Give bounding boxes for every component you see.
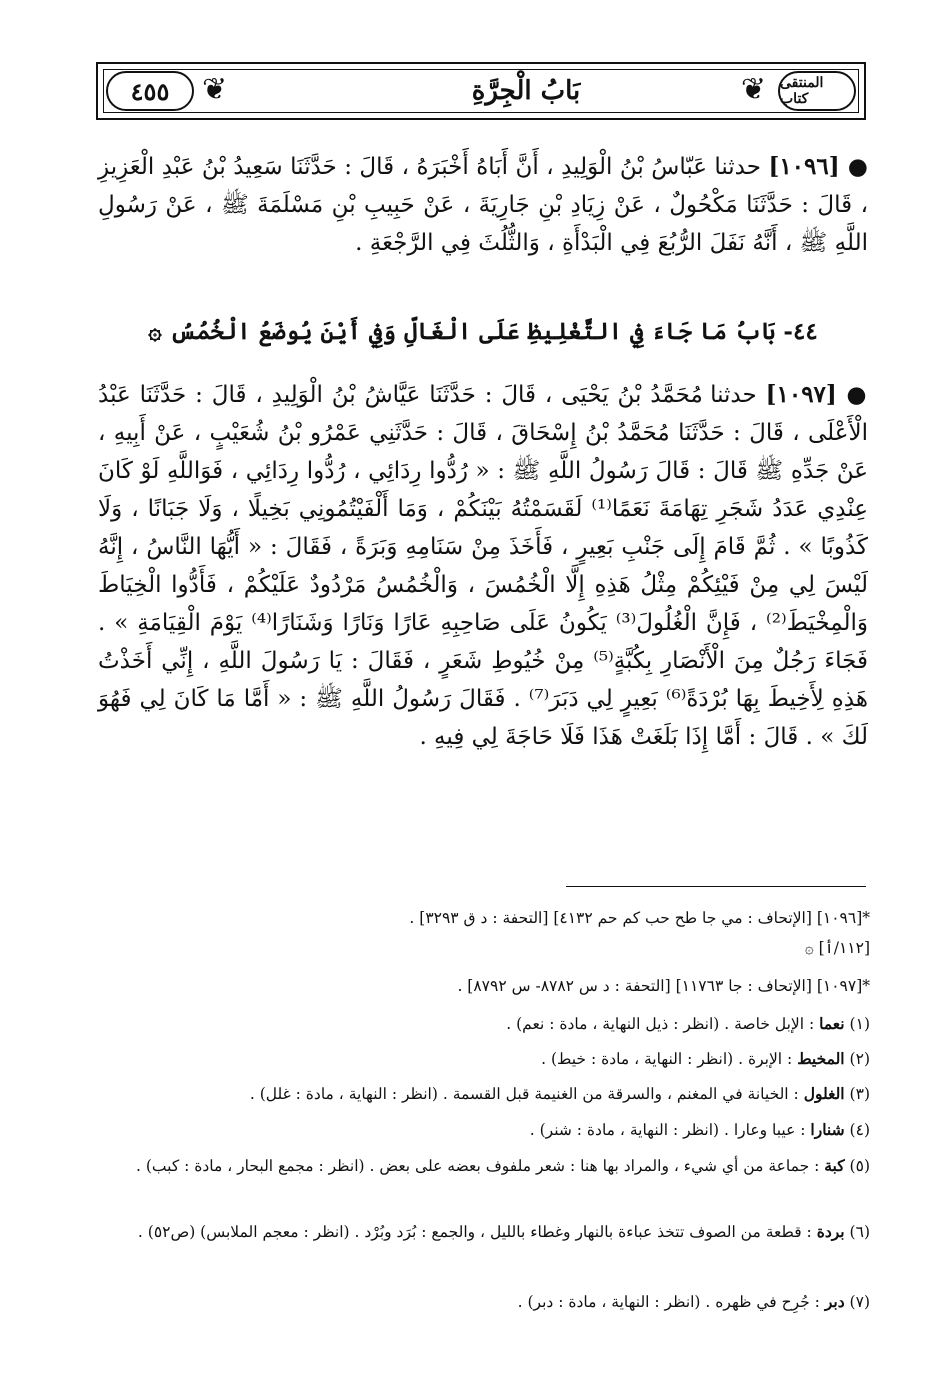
hadith-1097-number: [١٠٩٧] (765, 381, 837, 408)
footnote-2: (٢) المخيط : الإبرة . (انظر : النهاية ، مادة : خيط) . (541, 1049, 870, 1068)
footnote-7: (٧) دبر : جُرِح في ظهره . (انظر : النهاية ، مادة : دبر) . (517, 1292, 870, 1311)
footnote-6: (٦) بردة : قطعة من الصوف تتخذ عباءة بالنهار وغطاء بالليل ، والجمع : بُرَد وبُرْد . (انظر : معجم الملابس) (ص٥٢) . (137, 1222, 870, 1241)
hadith-1096-number: [١٠٩٦] (768, 153, 840, 180)
footnote-ref-1097: *[١٠٩٧] [الإتحاف : جا ١١٧٦٣] [التحفة : د س ٨٧٨٢- س ٨٧٩٢] . (457, 977, 870, 995)
chapter-heading: ٤٤- بَابُ مَا جَاءَ فِي التَّغْلِيظِ عَلَى الْغَالِّ وَفِي أَيْنَ يُوضَعُ الْخُمُسُ ۞ (148, 318, 818, 345)
footnote-ref-1096-folio: [١١٢/أ] ۞ (804, 939, 870, 957)
footnote-5: (٥) كبة : جماعة من أي شيء ، والمراد بها هنا : شعر ملفوف بعضه على بعض . (انظر : مجمع البحار ، مادة : كبب) . (136, 1156, 870, 1175)
chapter-title: بَابُ الْجِرَّةِ (471, 76, 581, 106)
hadith-1097 (98, 376, 868, 756)
hadith-1096-text: حدثنا عَبّاسُ بْنُ الْوَلِيدِ ، أَنَّ أَبَاهُ أَخْبَرَهُ ، قَالَ : حَدَّثَنَا سَعِيدُ بْنُ عَبْدِ الْعَزِيزِ ، قَالَ : حَدَّثَنَا مَكْحُولٌ ، عَنْ زِيَادِ بْنِ جَارِيَةَ ، عَنْ حَبِيبِ بْنِ مَسْلَمَةَ ﷺ ، عَنْ رَسُولِ اللَّهِ ﷺ ، أَنَّهُ نَفَلَ الرُّبُعَ فِي الْبَدْأَةِ ، وَالثُّلُثَ فِي الرَّجْعَةِ . (98, 154, 868, 256)
hadith-1097-text: حدثنا مُحَمَّدُ بْنُ يَحْيَى ، قَالَ : حَدَّثَنَا عَيَّاشُ بْنُ الْوَلِيدِ ، قَالَ : حَدَّثَنَا عَبْدُ الْأَعْلَى ، قَالَ : حَدَّثَنَا مُحَمَّدُ بْنُ إِسْحَاقَ ، قَالَ : حَدَّثَنِي عَمْرُو بْنُ شُعَيْبٍ ، عَنْ أَبِيهِ ، عَنْ جَدِّهِ ﷺ قَالَ : قَالَ رَسُولُ اللَّهِ ﷺ : « رُدُّوا رِدَائِي ، رُدُّوا رِدَائِي ، فَوَاللَّهِ لَوْ كَانَ عِنْدِي عَدَدُ شَجَرِ تِهَامَةَ نَعَمًا⁽¹⁾ لَقَسَمْتُهُ بَيْنَكُمْ ، وَمَا أَلْفَيْتُمُونِي بَخِيلًا ، وَلَا جَبَانًا ، وَلَا كَذُوبًا » . ثُمَّ قَامَ إِلَى جَنْبِ بَعِيرٍ ، فَأَخَذَ مِنْ سَنَامِهِ وَبَرَةً ، فَقَالَ : « أَيُّهَا النَّاسُ ، إِنَّهُ لَيْسَ لِي مِنْ فَيْئِكُمْ مِثْلُ هَذِهِ إِلَّا الْخُمُسَ ، وَالْخُمُسُ مَرْدُودٌ عَلَيْكُمْ ، فَأَدُّوا الْخِيَاطَ وَالْمِخْيَطَ⁽²⁾ ، فَإِنَّ الْغُلُولَ⁽³⁾ يَكُونُ عَلَى صَاحِبِهِ عَارًا وَنَارًا وَشَنَارًا⁽⁴⁾ يَوْمَ الْقِيَامَةِ » . فَجَاءَ رَجُلٌ مِنَ الْأَنْصَارِ بِكُبَّةٍ⁽⁵⁾ مِنْ خُيُوطِ شَعَرٍ ، فَقَالَ : يَا رَسُولَ اللَّهِ ، إِنِّي أَخَذْتُ هَذِهِ لِأَخِيطَ بِهَا بُرْدَةً⁽⁶⁾ بَعِيرٍ لِي دَبَرَ⁽⁷⁾ . فَقَالَ رَسُولُ اللَّهِ ﷺ : « أَمَّا مَا كَانَ لِي فَهُوَ لَكَ » . قَالَ : أَمَّا إِذَا بَلَغَتْ هَذَا فَلَا حَاجَةَ لِي فِيهِ . (98, 382, 869, 750)
footnote-1: (١) نعما : الإبل خاصة . (انظر : ذيل النهاية ، مادة : نعم) . (506, 1014, 870, 1033)
footnote-4: (٤) شنارا : عيبا وعارا . (انظر : النهاية ، مادة : شنر) . (529, 1120, 870, 1139)
bullet-icon: ● (839, 153, 869, 180)
footnote-3: (٣) الغلول : الخيانة في المغنم ، والسرقة من الغنيمة قبل القسمة . (انظر : النهاية ، مادة : غلل) . (249, 1084, 870, 1103)
page-header (96, 62, 866, 120)
page-number: ٤٥٥ (106, 71, 194, 111)
ornament-left-icon: ❦ (202, 72, 228, 107)
bullet-icon: ● (836, 381, 869, 408)
hadith-1096 (98, 148, 868, 262)
footnote-divider (566, 886, 866, 887)
ornament-right-icon: ❦ (740, 72, 766, 107)
book-logo: المنتقى كتاب (778, 71, 856, 111)
footnote-ref-1096: *[١٠٩٦] [الإتحاف : مي جا طح حب كم حم ٤١٣٢] [التحفة : د ق ٣٢٩٣] . (409, 909, 870, 927)
